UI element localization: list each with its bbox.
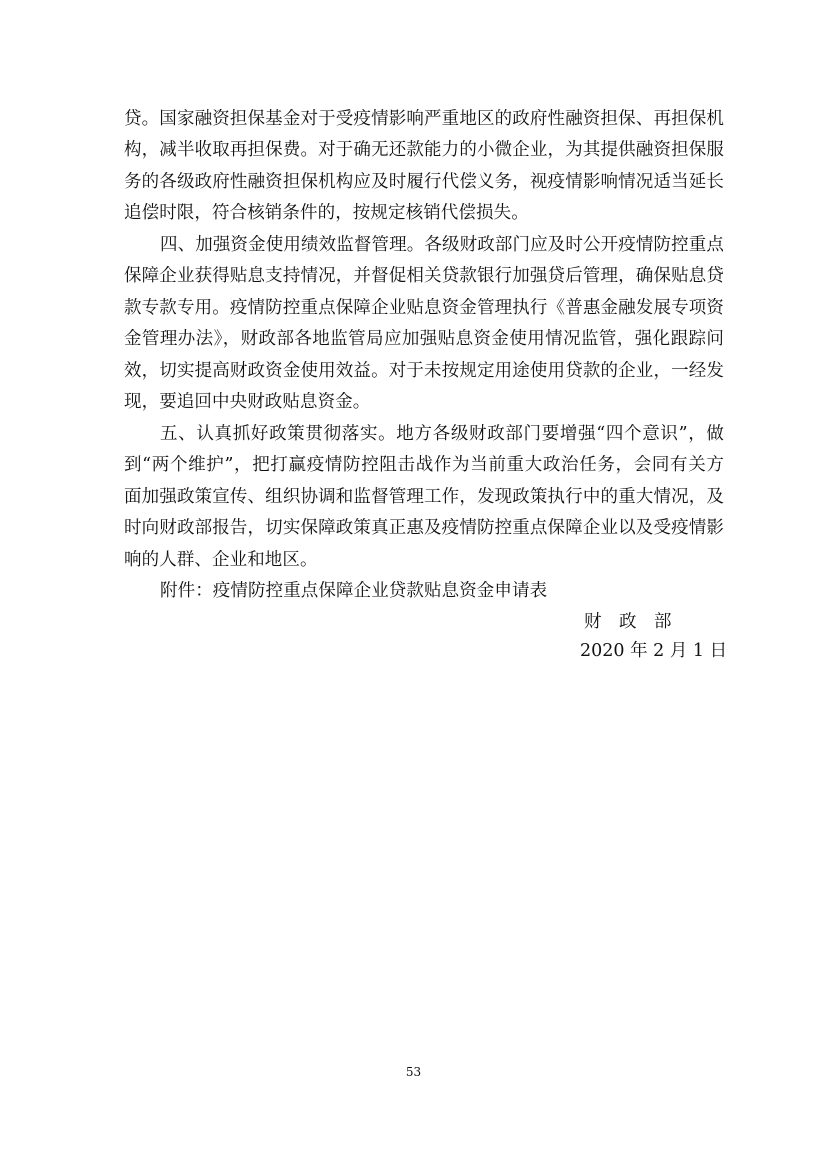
body-text-line: 现，要追回中央财政贴息资金。 <box>124 392 371 412</box>
body-text-line: 款专款专用。疫情防控重点保障企业贴息资金管理执行《普惠金融发展专项资 <box>124 298 724 318</box>
body-text-line: 五、认真抓好政策贯彻落实。地方各级财政部门要增强“四个意识”，做 <box>160 424 724 444</box>
body-text-line: 面加强政策宣传、组织协调和监督管理工作，发现政策执行中的重大情况，及 <box>124 487 724 507</box>
body-text-line: 贷。国家融资担保基金对于受疫情影响严重地区的政府性融资担保、再担保机 <box>124 109 724 129</box>
body-text-line: 构，减半收取再担保费。对于确无还款能力的小微企业，为其提供融资担保服 <box>124 140 724 160</box>
body-text-line: 保障企业获得贴息支持情况，并督促相关贷款银行加强贷后管理，确保贴息贷 <box>124 266 724 286</box>
body-text-line: 务的各级政府性融资担保机构应及时履行代偿义务，视疫情影响情况适当延长 <box>124 172 724 192</box>
signature-date: 2020 年 2 月 1 日 <box>580 641 728 661</box>
body-text-line: 到“两个维护”，把打赢疫情防控阻击战作为当前重大政治任务，会同有关方 <box>124 455 724 475</box>
body-text-line: 响的人群、企业和地区。 <box>124 550 318 570</box>
attachment-line: 附件：疫情防控重点保障企业贷款贴息资金申请表 <box>160 581 548 601</box>
page-number: 53 <box>405 1065 422 1079</box>
signature-organization: 财 政 部 <box>584 612 672 632</box>
body-text-line: 金管理办法》，财政部各地监管局应加强贴息资金使用情况监管，强化跟踪问 <box>124 329 724 349</box>
body-text-line: 效，切实提高财政资金使用效益。对于未按规定用途使用贷款的企业，一经发 <box>124 361 724 381</box>
body-text-line: 四、加强资金使用绩效监督管理。各级财政部门应及时公开疫情防控重点 <box>160 235 724 255</box>
body-text-line: 追偿时限，符合核销条件的，按规定核销代偿损失。 <box>124 203 529 223</box>
body-text-line: 时向财政部报告，切实保障政策真正惠及疫情防控重点保障企业以及受疫情影 <box>124 518 724 538</box>
